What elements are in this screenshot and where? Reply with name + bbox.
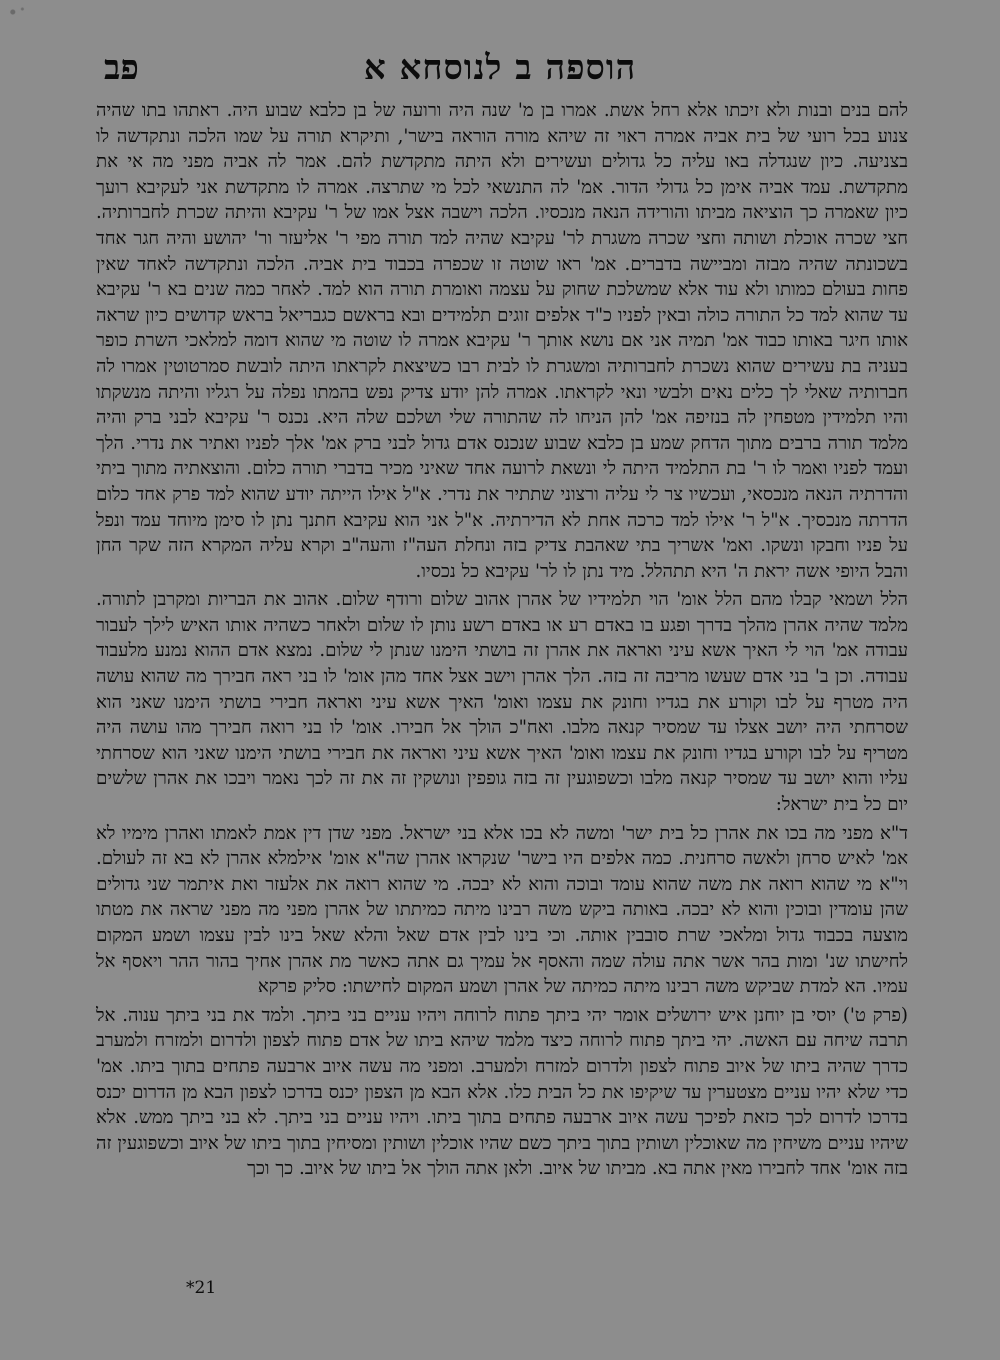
scan-speck [0,0,32,30]
page-header [100,48,900,98]
paragraph-2: הלל ושמאי קבלו מהם הלל אומ' הוי תלמידיו של אהרן אהוב שלום ורודף שלום. אהוב את הבריות ומקרבן לתורה. מלמד שהיה אהרן מהלך בדרך ופגע בו באדם רע או באדם רשע נותן לו שלום ולאחר כשהיה אותו האיש לילך לעבור עבודה אמ' הוי לי האיך אשא עיני ואראה את אהרן זה בושתי הימנו שנתן לי שלום. נמצא אדם ההוא נמנע מלעבוד עבודה. וכן ב' בני אדם שעשו מריבה זה בזה. הלך אהרן וישב אצל אחד מהן אומ' לו בני ראה חבירך מה שהוא עושה היה מטרף על לבו וקורע את בגדיו וחונק את עצמו ואומ' האיך אשא עיני ואראה חבירי בושתי הימנו שאני הוא שסרחתי היה יושב אצלו עד שמסיר קנאה מלבו. ואח"כ הולך אל חבירו. אומ' לו בני רואה חבירך מהו עושה היה מטריף על לבו וקורע בגדיו וחונק את עצמו ואומ' האיך אשא עיני ואראה את חבירי בושתי הימנו שאני הוא שסרחתי עליו והוא יושב עד שמסיר קנאה מלבו וכשפוגעין זה בזה גופפין ונושקין זה את זה לכך נאמר ויבכו את אהרן שלשים יום כל בית ישראל: [96,589,908,816]
paragraph-3: ד"א מפני מה בכו את אהרן כל בית ישר' ומשה לא בכו אלא בני ישראל. מפני שדן דין אמת לאמתו ואהרן מימיו לא אמ' לאיש סרחן ולאשה סרחנית. כמה אלפים היו בישר' שנקראו אהרן שה"א אומ' אילמלא אהרן לא בא זה לעולם. וי"א מי שהוא רואה את משה שהוא עומד ובוכה והוא לא יבכה. מי שהוא רואה את אלעזר ואת איתמר שני גדולים שהן עומדין ובוכין והוא לא יבכה. באותה ביקש משה רבינו מיתה כמיתתו של אהרן מפני מה מפני שראה את מטתו מוצעה בכבוד גדול ומלאכי שרת סובבין אותה. וכי בינו לבין אדם שאל והלא שאל בינו לבין עצמו ושמע המקום לחישתו שנ' ומות בהר אשר אתה עולה שמה והאסף אל עמיך גם אתה כאשר מת אהרן אחיך בהור ההר ויאסף אל עמיו. הא למדת שביקש משה רבינו מיתה כמיתה של אהרן ושמע המקום לחישתו: סליק פרקא [96,822,908,998]
signature-mark: *21 [186,1278,217,1298]
body-text [96,98,908,1298]
running-title: הוספה ב לנוסחא א [363,48,637,88]
paragraph-4: (פרק ט') יוסי בן יוחנן איש ירושלים אומר יהי ביתך פתוח לרוחה ויהיו עניים בני ביתך. ולמד את בני ביתך ענוה. אל תרבה שיחה עם האשה. יהי ביתך פתוח לרוחה כיצד מלמד שיהא ביתו של אדם פתוח לצפון ולדרום ולמזרח ולמערב כדרך שהיה ביתו של איוב פתוח לצפון ולדרום למזרח ולמערב. ומפני מה עשה איוב ארבעה פתחים בתוך ביתו. אמ' כדי שלא יהיו עניים מצטערין עד שיקיפו את כל הבית כלו. אלא הבא מן הצפון יכנס בדרכו לצפון הבא מן הדרום יכנס בדרכו לדרום לכך כזאת לפיכך עשה איוב ארבעה פתחים בתוך ביתו. ויהיו עניים בני ביתך. לא בני ביתך ממש. אלא שיהיו עניים משיחין מה שאוכלין ושותין בתוך ביתך כשם שהיו אוכלין ושותין ומסיחין בתוך ביתו של איוב וכשפוגעין זה בזה אומ' אחד לחבירו מאין אתה בא. מביתו של איוב. ולאן אתה הולך אל ביתו של איוב. כך וכך [96,1004,908,1180]
paragraph-1: להם בנים ובנות ולא זיכתו אלא רחל אשת. אמרו בן מ' שנה היה ורועה של בן כלבא שבוע היה. ראתהו בתו שהיה צנוע בכל רועי של בית אביה אמרה ראוי זה שיהא מורה הוראה בישר', ותיקרא תורה על שמו הלכה ונתקדשה לו בצניעה. כיון שנגדלה באו עליה כל גדולים ועשירים ולא היתה מתקדשת להם. אמר לה אביה מפני מה אי את מתקדשת. עמד אביה אימן כל גדולי הדור. אמ' לה התנשאי לכל מי שתרצה. אמרה לו מתקדשת אני לעקיבא רועך כיון שאמרה כך הוציאה מביתו והורידה הנאה מנכסיו. הלכה וישבה אצל אמו של ר' עקיבא והיתה שכרת לחברותיה. חצי שכרה אוכלת ושותה וחצי שכרה משגרת לר' עקיבא שהיה למד תורה מפי ר' אליעזר ור' יהושע והיה חגר אחד בשכונתה שהיה מבזה ומביישה בדברים. אמ' ראו שוטה זו שכפרה בכבוד בית אביה. הלכה ונתקדשה לאחד שאין פחות בעולם כמותו ולא עוד אלא שמשלכת שחוק על עצמה ואומרת תורה הוא למד. לאחר כמה שנים בא ר' עקיבא עד שהוא למד כל התורה כולה ובאין לפניו כ"ד אלפים זוגים תלמידים ובא בראשם כגבריאל בראש קדושים כיון שראה אותו חיגר באותו כבוד אמ' תמיה אני אם נושא אותך ר' עקיבא אמרה לו שוטה מי שהוא דומה למלאכי השרת כופר בעניה בת עשירים שהוא נשכרת לחברותיה ומשגרת לו לבית רבו כשיצאת לקראתו היתה לובשת סמרטוטין אמרו לה חברותיה שאלי לך כלים נאים ולבשי ונאי לקראתו. אמרה להן יודע צדיק נפש בהמתו נפלה על רגליו והיתה מנשקתו והיו תלמידין מטפחין לה בנזיפה אמ' להן הניחו לה שהתורה שלי ושלכם שלה היא. נכנס ר' עקיבא לבני ברק והיה מלמד תורה ברבים מתוך הדחק שמע בן כלבא שבוע שנכנס אדם גדול לבני ברק אמ' אלך לפניו ואתיר את נדרי. הלך ועמד לפניו ואמר לו ר' בת התלמיד היתה לי ונשאת לרועה אחד שאיני מכיר בדברי תורה כלום. והוצאתיה מתוך ביתי והדרתיה הנאה מנכסאי, ועכשיו צר לי עליה ורצוני שתתיר את נדרי. א"ל אילו הייתה יודע שהוא למד פרק אחד כלום הדרתה מנכסיך. א"ל ר' אילו למד כרכה אחת לא הדירתיה. א"ל אני הוא עקיבא חתנך נתן לו סימן מיוחד עמד ונפל על פניו וחבקו ונשקו. ואמ' אשריך בתי שאהבת צדיק בזה ונחלת העה"ז והעה"ב וקרא עליה המקרא הזה שקר החן והבל היופי אשה יראת ה' היא תתהלל. מיד נתן לו לר' עקיבא כל נכסיו. [96,100,908,582]
page-number: פב [104,48,139,88]
